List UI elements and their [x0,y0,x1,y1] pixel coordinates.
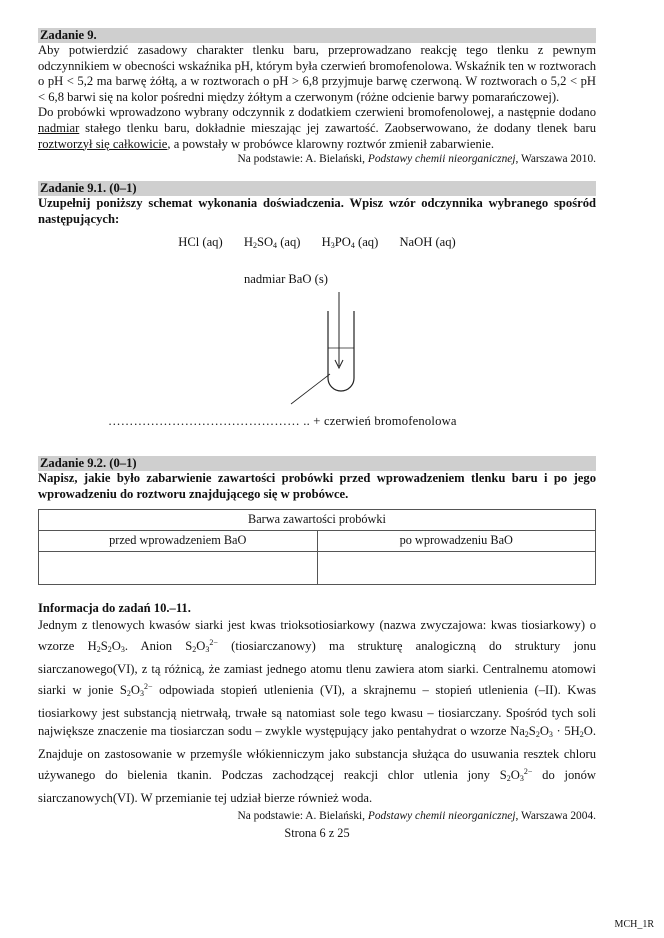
reagent-hcl: HCl (aq) [178,235,223,250]
col-after: po wprowadzeniu BaO [317,530,596,551]
diagram-bottom-label: ……………………………………… .. + czerwień bromofenolowa [108,414,457,429]
color-table [38,509,596,585]
task9-header: Zadanie 9. [38,28,596,43]
answer-after-cell[interactable] [317,551,596,584]
task9-paragraph-2: Do probówki wprowadzono wybrany odczynnik z dodatkiem czerwieni bromofenolowej, a następnie dodano nadmiar stałego tlenku baru, dokładnie mieszając jej zawartość. Zaobserwowano, że dodany tlenek baru roztworzył się całkowicie, a powstały w probówce klarowny roztwór zmienił zabarwienie. [38,105,596,151]
test-tube [328,311,354,391]
info-source: Na podstawie: A. Bielański, Podstawy chemii nieorganicznej, Warszawa 2004. [237,810,596,823]
task9-paragraph-1: Aby potwierdzić zasadowy charakter tlenku baru, przeprowadzano reakcję tego tlenku z pewnym odczynnikiem w obecności wskaźnika pH, którym była czerwień bromofenolowa. Wskaźnik ten w roztworach o pH < 5,2 ma barwę żółtą, a w roztworach o pH > 6,8 przyjmuje barwę czerwoną. W roztworach o 5,2 < pH < 6,8 barwi się na kolor pośredni między żółtym a czerwonym (różne odcienie barwy pomarańczowej). [38,43,596,104]
exam-page [38,28,596,841]
answer-before-cell[interactable] [39,551,318,584]
experiment-diagram [38,256,596,436]
reagent-h2so4: $H_2SO_4$ (aq) [243,235,301,251]
pointer-line [291,374,330,404]
task92-instruction: Napisz, jakie było zabarwienie zawartości probówki przed wprowadzeniem tlenku baru i po jego wprowadzeniu do roztworu znajdującego się w probówce. [38,471,596,501]
reagent-list [38,235,596,250]
test-tube-svg [38,256,596,436]
table-header: Barwa zawartości probówki [39,509,596,530]
reagent-h3po4: $H_3PO_4$ (aq) [321,235,379,251]
task92-header: Zadanie 9.2. (0–1) [38,456,596,471]
reagent-naoh: NaOH (aq) [399,235,456,250]
task91-instruction: Uzupełnij poniższy schemat wykonania doświadczenia. Wpisz wzór odczynnika wybranego spośród następujących: [38,196,596,226]
col-before: przed wprowadzeniem BaO [39,530,318,551]
info-paragraph: Jednym z tlenowych kwasów siarki jest kwas trioksotiosiarkowy (nazwa zwyczajowa: kwas tiosiarkowy) o wzorze $H_2S_2O_3$. Anion $S_2O_3^{2-}$ (tiosiarczanowy) ma strukturę analogiczną do struktury jonu siarczanowego(VI), z tą różnicą, że zamiast jednego atomu tlenu zawiera atom siarki. Centralnemu atomowi siarki w jonie $S_2O_3^{2-}$ odpowiada stopień utlenienia (VI), a skrajnemu – stopień utlenienia (–II). Kwas tiosiarkowy jest substancją nietrwałą, trwałe są natomiast sole tego kwasu – tiosiarczany. Spośród tych soli największe znaczenie ma tiosiarczan sodu – zwykle występujący jako pentahydrat o wzorze $Na_2S_2O_3 \cdot 5H_2O$. Znajduje on zastosowanie w przemyśle włókienniczym jako substancja służąca do usuwania resztek chloru używanego do bielenia tkanin. Podczas zachodzącej reakcji chlor utlenia jony $S_2O_3^{2-}$ do jonów siarczanowych(VI). W przemianie tej udział bierze również woda. [38,617,596,805]
task91-header: Zadanie 9.1. (0–1) [38,181,596,196]
diagram-top-label: nadmiar BaO (s) [244,272,328,287]
page-number: Strona 6 z 25 [284,826,350,841]
exam-code: MCH_1R [614,919,654,930]
task9-source: Na podstawie: A. Bielański, Podstawy chemii nieorganicznej, Warszawa 2010. [237,153,596,166]
info-title: Informacja do zadań 10.–11. [38,600,191,615]
